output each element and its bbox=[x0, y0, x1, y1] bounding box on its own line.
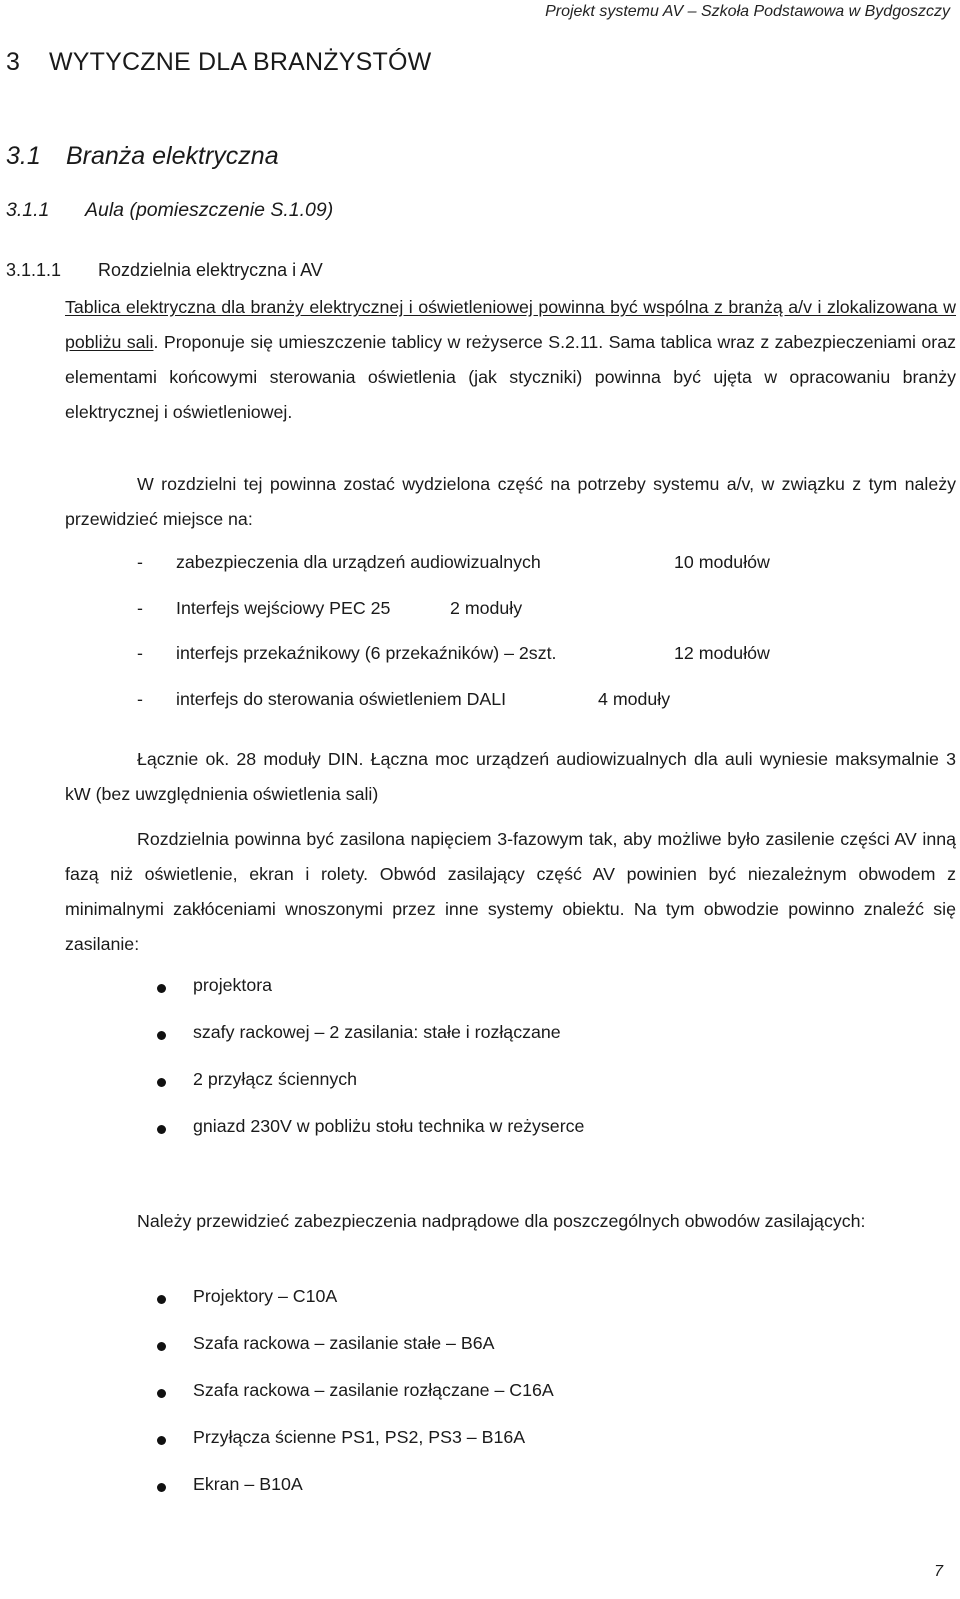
heading-title: WYTYCZNE DLA BRANŻYSTÓW bbox=[49, 48, 432, 76]
list-item-text: projektora bbox=[193, 975, 273, 995]
list-item-text: Projektory – C10A bbox=[193, 1286, 338, 1306]
list-item-text: Przyłącza ścienne PS1, PS2, PS3 – B16A bbox=[193, 1427, 526, 1447]
list-item-text: interfejs do sterowania oświetleniem DALI bbox=[176, 689, 507, 709]
heading-number: 3.1.1.1 bbox=[6, 260, 62, 280]
bullet-icon bbox=[157, 1483, 166, 1492]
list-item-text: gniazd 230V w pobliżu stołu technika w reżyserce bbox=[193, 1116, 585, 1136]
list-item-value: 2 moduły bbox=[450, 598, 523, 618]
list-item-text: zabezpieczenia dla urządzeń audiowizualnych bbox=[176, 552, 541, 572]
list-dash: - bbox=[137, 552, 143, 572]
bullet-icon bbox=[157, 1031, 166, 1040]
paragraph-summary: Łącznie ok. 28 moduły DIN. Łączna moc urządzeń audiowizualnych dla auli wyniesie maksymalnie 3 kW (bez uwzględnienia oświetlenia sali) bbox=[65, 749, 956, 804]
list-item-text: Ekran – B10A bbox=[193, 1474, 303, 1494]
heading-title: Rozdzielnia elektryczna i AV bbox=[98, 260, 323, 280]
list-item-text: szafy rackowej – 2 zasilania: stałe i rozłączane bbox=[193, 1022, 561, 1042]
paragraph-tablica bbox=[65, 290, 956, 430]
page-header: Projekt systemu AV – Szkoła Podstawowa w Bydgoszczy bbox=[545, 3, 950, 20]
list-item-text: Interfejs wejściowy PEC 25 bbox=[176, 598, 391, 618]
underlined-text: Tablica elektryczna dla branży elektrycznej i oświetleniowej powinna być wspólna z branżą a/v i zlokalizowana w pobliżu sali bbox=[65, 297, 956, 352]
heading-level-2 bbox=[6, 142, 279, 171]
list-dash: - bbox=[137, 689, 143, 709]
bullet-icon bbox=[157, 1125, 166, 1134]
list-item-text: Szafa rackowa – zasilanie stałe – B6A bbox=[193, 1333, 495, 1353]
bullet-icon bbox=[157, 1295, 166, 1304]
heading-title: Branża elektryczna bbox=[66, 142, 279, 170]
heading-number: 3 bbox=[6, 48, 21, 76]
heading-level-4 bbox=[6, 260, 323, 281]
bullet-icon bbox=[157, 1436, 166, 1445]
list-item-value: 4 moduły bbox=[598, 689, 671, 709]
bullet-icon bbox=[157, 984, 166, 993]
list-dash: - bbox=[137, 598, 143, 618]
paragraph-text: . Proponuje się umieszczenie tablicy w reżyserce S.2.11. Sama tablica wraz z zabezpieczeniami oraz elementami końcowymi sterowania oświetlenia (jak styczniki) powinna być ujęta w opracowaniu branży elektrycznej i oświetleniowej. bbox=[65, 332, 957, 422]
list-item-text: interfejs przekaźnikowy (6 przekaźników) – 2szt. bbox=[176, 643, 557, 663]
heading-level-1 bbox=[6, 48, 431, 77]
heading-number: 3.1 bbox=[6, 142, 41, 170]
heading-number: 3.1.1 bbox=[6, 199, 50, 221]
heading-title: Aula (pomieszczenie S.1.09) bbox=[85, 199, 334, 221]
page-number: 7 bbox=[934, 1563, 943, 1580]
list-item-text: 2 przyłącz ściennych bbox=[193, 1069, 358, 1089]
paragraph-rozdzielnia: W rozdzielni tej powinna zostać wydzielona część na potrzeby systemu a/v, w związku z tym należy przewidzieć miejsce na: bbox=[65, 474, 956, 529]
list-dash: - bbox=[137, 643, 143, 663]
bullet-icon bbox=[157, 1389, 166, 1398]
paragraph-zasilanie: Rozdzielnia powinna być zasilona napięciem 3-fazowym tak, aby możliwe było zasilenie części AV inną fazą niż oświetlenie, ekran i rolety. Obwód zasilający część AV powinien być niezależnym obwodem z minimalnymi zakłóceniami wnoszonymi przez inne systemy obiektu. Na tym obwodzie powinno znaleźć się zasilanie: bbox=[65, 829, 956, 954]
bullet-icon bbox=[157, 1342, 166, 1351]
paragraph-zabezpieczenia: Należy przewidzieć zabezpieczenia nadprądowe dla poszczególnych obwodów zasilających: bbox=[137, 1211, 866, 1231]
list-item-text: Szafa rackowa – zasilanie rozłączane – C16A bbox=[193, 1380, 554, 1400]
list-item-value: 10 modułów bbox=[674, 552, 770, 572]
list-item-value: 12 modułów bbox=[674, 643, 770, 663]
bullet-icon bbox=[157, 1078, 166, 1087]
heading-level-3 bbox=[6, 199, 333, 222]
